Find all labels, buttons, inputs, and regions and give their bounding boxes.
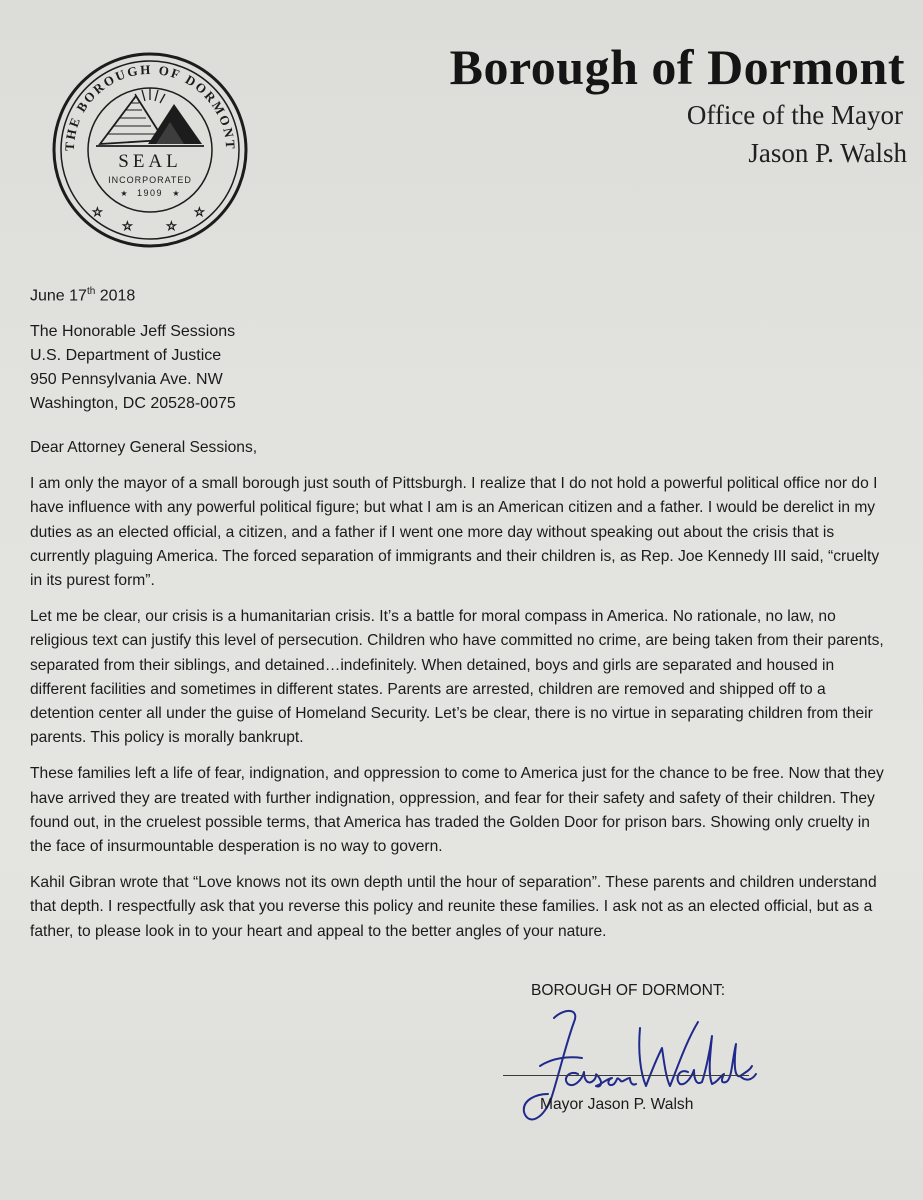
signer-name: Mayor Jason P. Walsh xyxy=(540,1096,694,1113)
recipient-department: U.S. Department of Justice xyxy=(30,347,222,364)
star-icon: ☆ xyxy=(122,219,133,233)
borough-seal-logo xyxy=(52,52,248,248)
recipient-city: Washington, DC 20528-0075 xyxy=(30,395,236,412)
seal-year: 1909 xyxy=(136,188,164,198)
date-suffix: th xyxy=(86,286,96,297)
seal-star-icon: ★ xyxy=(120,189,128,198)
seal-ring-text: THE BOROUGH OF DORMONT xyxy=(61,61,239,152)
recipient-street: 950 Pennsylvania Ave. NW xyxy=(30,371,223,388)
salutation: Dear Attorney General Sessions, xyxy=(30,439,258,456)
recipient-name: The Honorable Jeff Sessions xyxy=(30,323,236,340)
letter-body xyxy=(30,436,892,956)
seal-label: SEAL xyxy=(118,151,182,172)
paragraph: These families left a life of fear, indignation, and oppression to come to America just for the chance to be free. Now that they have arrived they are treated with further indignation, oppression, and fear for their safety and safety of their children. They found out, in the cruelest possible terms, that America has traded the Golden Door for prison bars. Showing only cruelty in the face of insurmountable desperation is no way to govern. xyxy=(30,765,884,856)
star-icon: ☆ xyxy=(194,205,205,219)
star-icon: ☆ xyxy=(92,205,103,219)
letterhead-office: Office of the Mayor xyxy=(686,100,903,130)
date-year: 2018 xyxy=(99,287,136,305)
date-day: June 17 xyxy=(30,287,87,305)
paragraph: Kahil Gibran wrote that “Love knows not its own depth until the hour of separation”. These parents and children understand that depth. I respectfully ask that you reverse this policy and reunite these families. I ask not as an elected official, but as a father, to please look in to your heart and appeal to the better angles of your nature. xyxy=(30,874,877,940)
recipient-address xyxy=(30,320,236,416)
letterhead-title: Borough of Dormont xyxy=(449,39,905,95)
closing-org: BOROUGH OF DORMONT: xyxy=(531,982,726,999)
paragraph: Let me be clear, our crisis is a humanitarian crisis. It’s a battle for moral compass in America. No rationale, no law, no religious text can justify this level of persecution. Children who have committed no crime, are being taken from their parents, separated from their siblings, and detained…indefinitely. When detained, boys and girls are separated and housed in different facilities and sometimes in different states. Parents are arrested, children are removed and shipped off to a detention center all under the guise of Homeland Security. Let’s be clear, there is no virtue in separating children from their parents. This policy is morally bankrupt. xyxy=(30,608,884,747)
letterhead-mayor: Jason P. Walsh xyxy=(748,138,907,168)
seal-incorporated: INCORPORATED xyxy=(108,175,192,185)
letter-date xyxy=(30,286,135,305)
paragraph: I am only the mayor of a small borough just south of Pittsburgh. I realize that I do not hold a powerful political office nor do I have influence with any powerful political figure; but what I am is an American citizen and a father. I would be derelict in my duties as an elected official, a citizen, and a father if I went one more day without speaking out about the crisis that is currently plaguing America. The forced separation of immigrants and their children is, as Rep. Joe Kennedy III said, “cruelty in its purest form”. xyxy=(30,475,880,590)
signature-line xyxy=(503,1075,749,1076)
star-icon: ☆ xyxy=(166,219,177,233)
seal-star-icon: ★ xyxy=(172,189,180,198)
